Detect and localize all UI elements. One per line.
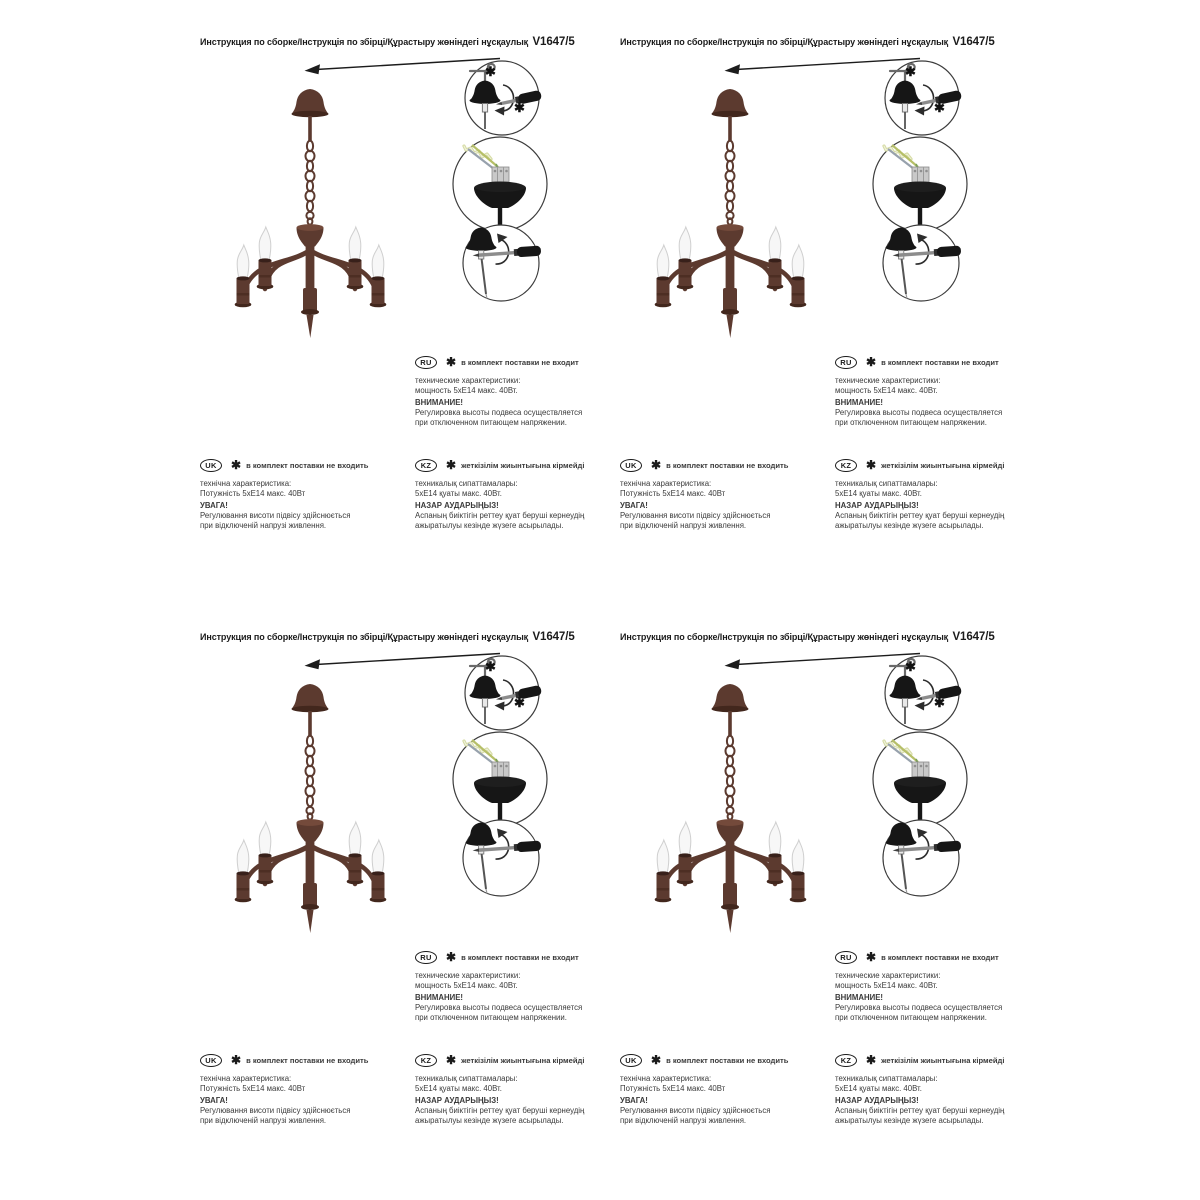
candle	[767, 227, 784, 289]
warning-line: ажыратылуы кезінде жүзеге асырылады.	[835, 520, 984, 530]
warning-title: ВНИМАНИЕ!	[415, 398, 464, 408]
lang-badge-kz: KZ	[835, 1054, 857, 1067]
warning-line: при отключенном питающем напряжении.	[835, 417, 987, 427]
spec-line: технические характеристики:	[835, 971, 941, 980]
step-3-canopy-fixing	[883, 820, 961, 896]
chandelier-drawing	[235, 684, 387, 933]
spec-line: 5хЕ14 қуаты макс. 40Вт.	[415, 1083, 502, 1093]
assembly-figure	[198, 48, 610, 350]
warning-title: НАЗАР АУДАРЫҢЫЗ!	[835, 1096, 919, 1106]
model-number: V1647/5	[952, 631, 995, 643]
kz-section	[415, 459, 615, 530]
candle	[235, 840, 252, 902]
uk-section	[200, 1054, 400, 1125]
spec-line: Потужність 5хЕ14 макс. 40Вт	[620, 488, 726, 498]
not-included-note: в комплект поставки не входить	[666, 460, 789, 470]
hanging-rod	[308, 116, 312, 141]
warning-line: Регулювання висоти підвісу здійснюється	[620, 510, 771, 520]
spec-line: технические характеристики:	[415, 376, 521, 385]
not-included-note: в комплект поставки не входит	[461, 357, 579, 367]
candle	[347, 822, 364, 884]
ru-section	[415, 951, 615, 1022]
chandelier-drawing	[235, 89, 387, 338]
spec-line: 5хЕ14 қуаты макс. 40Вт.	[835, 1083, 922, 1093]
warning-line: Регулировка высоты подвеса осуществляется	[415, 407, 583, 417]
warning-title: УВАГА!	[620, 1096, 648, 1106]
candle	[677, 822, 694, 884]
uk-section-header	[620, 1054, 820, 1066]
lang-badge-ru: RU	[835, 356, 857, 369]
candle	[257, 822, 274, 884]
candle	[790, 245, 807, 307]
front-candle-socket	[301, 883, 319, 933]
warning-line: ажыратылуы кезінде жүзеге асырылады.	[835, 1115, 984, 1125]
asterisk-mark: ✱	[514, 100, 525, 115]
step-2-wiring	[453, 137, 547, 231]
spec-line: технические характеристики:	[415, 971, 521, 980]
asterisk-mark: ✱	[934, 695, 945, 710]
page-title	[620, 36, 995, 48]
kz-section-header	[835, 459, 1035, 471]
page-title	[200, 631, 575, 643]
ru-section-header	[835, 951, 1035, 963]
uk-section	[620, 459, 820, 530]
not-included-note: жеткізілім жиынтығына кірмейді	[881, 1055, 1005, 1065]
step-1-hook-mounting	[465, 61, 542, 135]
finial	[307, 910, 314, 933]
central-column	[726, 246, 735, 292]
spec-line: мощность 5хЕ14 макс. 40Вт.	[415, 980, 518, 990]
step-2-wiring	[453, 732, 547, 826]
spec-line: технічна характеристика:	[200, 479, 292, 488]
warning-title: УВАГА!	[200, 1096, 228, 1106]
hanging-rod	[728, 711, 732, 736]
asterisk-marker: ✱	[446, 1053, 457, 1067]
warning-line: Регулювання висоти підвісу здійснюється	[200, 1105, 351, 1115]
warning-title: НАЗАР АУДАРЫҢЫЗ!	[835, 501, 919, 511]
assembly-figure	[198, 643, 610, 945]
candle	[235, 245, 252, 307]
warning-title: УВАГА!	[200, 501, 228, 511]
warning-line: при отключенном питающем напряжении.	[415, 417, 567, 427]
not-included-note: жеткізілім жиынтығына кірмейді	[881, 460, 1005, 470]
step-3-canopy-fixing	[883, 225, 961, 301]
front-candle-socket	[721, 288, 739, 338]
asterisk-marker: ✱	[446, 950, 457, 964]
asterisk-marker: ✱	[651, 458, 662, 472]
candle	[347, 227, 364, 289]
spec-line: технічна характеристика:	[200, 1074, 292, 1083]
asterisk-marker: ✱	[446, 355, 457, 369]
candle	[370, 840, 387, 902]
spec-line: Потужність 5хЕ14 макс. 40Вт	[200, 488, 306, 498]
asterisk-marker: ✱	[866, 950, 877, 964]
lang-badge-ru: RU	[415, 356, 437, 369]
front-candle-socket	[721, 883, 739, 933]
central-column	[306, 246, 315, 292]
spec-line: техникалық сипаттамалары:	[835, 479, 938, 488]
warning-line: Регулировка высоты подвеса осуществляется	[415, 1002, 583, 1012]
step-2-wiring	[873, 137, 967, 231]
warning-line: при відключеній напрузі живлення.	[200, 520, 327, 530]
not-included-note: в комплект поставки не входить	[246, 1055, 369, 1065]
candle	[767, 822, 784, 884]
not-included-note: в комплект поставки не входит	[881, 357, 999, 367]
asterisk-mark: ✱	[514, 695, 525, 710]
ceiling-canopy	[712, 89, 749, 117]
chandelier-drawing	[655, 89, 807, 338]
page-title-text: Инструкция по сборке/Інструкція по збірці/Құрастыру жөніндегі нұсқаулық	[200, 632, 531, 642]
asterisk-marker: ✱	[866, 458, 877, 472]
warning-title: ВНИМАНИЕ!	[835, 993, 884, 1003]
step-2-wiring	[873, 732, 967, 826]
step-3-canopy-fixing	[463, 820, 541, 896]
instruction-page	[618, 0, 1030, 595]
assembly-figure	[618, 643, 1030, 945]
lang-badge-uk: UK	[620, 1054, 642, 1067]
spec-line: Потужність 5хЕ14 макс. 40Вт	[620, 1083, 726, 1093]
terminal-block	[912, 762, 929, 777]
not-included-note: жеткізілім жиынтығына кірмейді	[461, 1055, 585, 1065]
hanging-rod	[308, 711, 312, 736]
uk-section	[620, 1054, 820, 1125]
ru-section-header	[415, 951, 615, 963]
page-title	[620, 631, 995, 643]
chain	[306, 736, 315, 820]
spec-line: технічна характеристика:	[620, 479, 712, 488]
page-title-text: Инструкция по сборке/Інструкція по збірці/Құрастыру жөніндегі нұсқаулық	[200, 37, 531, 47]
central-hub	[717, 224, 744, 246]
not-included-note: жеткізілім жиынтығына кірмейді	[461, 460, 585, 470]
warning-line: при отключенном питающем напряжении.	[415, 1012, 567, 1022]
warning-line: при отключенном питающем напряжении.	[835, 1012, 987, 1022]
chain	[726, 736, 735, 820]
warning-line: при відключеній напрузі живлення.	[620, 1115, 747, 1125]
asterisk-marker: ✱	[866, 1053, 877, 1067]
not-included-note: в комплект поставки не входить	[666, 1055, 789, 1065]
warning-line: ажыратылуы кезінде жүзеге асырылады.	[415, 520, 564, 530]
page-title	[200, 36, 575, 48]
candle	[677, 227, 694, 289]
central-hub	[297, 224, 324, 246]
spec-line: техникалық сипаттамалары:	[835, 1074, 938, 1083]
central-column	[726, 841, 735, 887]
asterisk-mark: ✱	[905, 64, 916, 79]
assembly-figure	[618, 48, 1030, 350]
central-column	[306, 841, 315, 887]
step-3-canopy-fixing	[463, 225, 541, 301]
warning-line: Регулювання висоти підвісу здійснюється	[620, 1105, 771, 1115]
model-number: V1647/5	[532, 36, 575, 48]
uk-section-header	[620, 459, 820, 471]
warning-line: Аспаның биіктігін реттеу қуат беруші кернеудің	[415, 510, 585, 520]
central-hub	[717, 819, 744, 841]
lang-badge-kz: KZ	[415, 459, 437, 472]
finial	[727, 910, 734, 933]
page-title-text: Инструкция по сборке/Інструкція по збірці/Құрастыру жөніндегі нұсқаулық	[620, 632, 951, 642]
spec-line: техникалық сипаттамалары:	[415, 1074, 518, 1083]
ru-section-header	[415, 356, 615, 368]
spec-line: технічна характеристика:	[620, 1074, 712, 1083]
not-included-note: в комплект поставки не входить	[246, 460, 369, 470]
not-included-note: в комплект поставки не входит	[461, 952, 579, 962]
warning-title: НАЗАР АУДАРЫҢЫЗ!	[415, 1096, 499, 1106]
warning-line: при відключеній напрузі живлення.	[200, 1115, 327, 1125]
kz-section-header	[835, 1054, 1035, 1066]
warning-title: УВАГА!	[620, 501, 648, 511]
asterisk-marker: ✱	[651, 1053, 662, 1067]
ru-section	[835, 356, 1035, 427]
warning-line: Аспаның биіктігін реттеу қуат беруші кернеудің	[835, 510, 1005, 520]
kz-section	[415, 1054, 615, 1125]
spec-line: технические характеристики:	[835, 376, 941, 385]
ru-section-header	[835, 356, 1035, 368]
terminal-block	[492, 762, 509, 777]
asterisk-marker: ✱	[231, 1053, 242, 1067]
warning-line: Регулювання висоти підвісу здійснюється	[200, 510, 351, 520]
chain	[726, 141, 735, 225]
warning-line: Регулировка высоты подвеса осуществляется	[835, 407, 1003, 417]
ceiling-canopy	[292, 89, 329, 117]
spec-line: 5хЕ14 қуаты макс. 40Вт.	[415, 488, 502, 498]
instruction-page	[618, 595, 1030, 1190]
central-hub	[297, 819, 324, 841]
front-candle-socket	[301, 288, 319, 338]
lang-badge-uk: UK	[200, 459, 222, 472]
ru-section	[415, 356, 615, 427]
finial	[727, 315, 734, 338]
ceiling-canopy	[292, 684, 329, 712]
chain	[306, 141, 315, 225]
warning-line: ажыратылуы кезінде жүзеге асырылады.	[415, 1115, 564, 1125]
asterisk-marker: ✱	[231, 458, 242, 472]
instruction-page	[198, 595, 610, 1190]
lang-badge-kz: KZ	[835, 459, 857, 472]
spec-line: мощность 5хЕ14 макс. 40Вт.	[835, 980, 938, 990]
chandelier-drawing	[655, 684, 807, 933]
model-number: V1647/5	[532, 631, 575, 643]
spec-line: 5хЕ14 қуаты макс. 40Вт.	[835, 488, 922, 498]
not-included-note: в комплект поставки не входит	[881, 952, 999, 962]
candle	[257, 227, 274, 289]
terminal-block	[912, 167, 929, 182]
candle	[655, 245, 672, 307]
uk-section-header	[200, 459, 400, 471]
ru-section	[835, 951, 1035, 1022]
hanging-rod	[728, 116, 732, 141]
kz-section-header	[415, 1054, 615, 1066]
uk-section-header	[200, 1054, 400, 1066]
asterisk-mark: ✱	[905, 659, 916, 674]
instruction-page	[198, 0, 610, 595]
spec-line: мощность 5хЕ14 макс. 40Вт.	[835, 385, 938, 395]
finial	[307, 315, 314, 338]
lang-badge-uk: UK	[620, 459, 642, 472]
asterisk-mark: ✱	[934, 100, 945, 115]
step-1-hook-mounting	[885, 61, 962, 135]
asterisk-marker: ✱	[866, 355, 877, 369]
spec-line: мощность 5хЕ14 макс. 40Вт.	[415, 385, 518, 395]
warning-line: Аспаның биіктігін реттеу қуат беруші кернеудің	[835, 1105, 1005, 1115]
ceiling-canopy	[712, 684, 749, 712]
kz-section-header	[415, 459, 615, 471]
lang-badge-kz: KZ	[415, 1054, 437, 1067]
asterisk-marker: ✱	[446, 458, 457, 472]
uk-section	[200, 459, 400, 530]
candle	[655, 840, 672, 902]
kz-section	[835, 459, 1035, 530]
lang-badge-uk: UK	[200, 1054, 222, 1067]
asterisk-mark: ✱	[485, 64, 496, 79]
warning-title: НАЗАР АУДАРЫҢЫЗ!	[415, 501, 499, 511]
spec-line: техникалық сипаттамалары:	[415, 479, 518, 488]
warning-line: при відключеній напрузі живлення.	[620, 520, 747, 530]
warning-line: Аспаның биіктігін реттеу қуат беруші кернеудің	[415, 1105, 585, 1115]
model-number: V1647/5	[952, 36, 995, 48]
asterisk-mark: ✱	[485, 659, 496, 674]
lang-badge-ru: RU	[415, 951, 437, 964]
candle	[370, 245, 387, 307]
page-title-text: Инструкция по сборке/Інструкція по збірці/Құрастыру жөніндегі нұсқаулық	[620, 37, 951, 47]
lang-badge-ru: RU	[835, 951, 857, 964]
candle	[790, 840, 807, 902]
spec-line: Потужність 5хЕ14 макс. 40Вт	[200, 1083, 306, 1093]
kz-section	[835, 1054, 1035, 1125]
warning-title: ВНИМАНИЕ!	[415, 993, 464, 1003]
terminal-block	[492, 167, 509, 182]
step-1-hook-mounting	[885, 656, 962, 730]
step-1-hook-mounting	[465, 656, 542, 730]
warning-title: ВНИМАНИЕ!	[835, 398, 884, 408]
warning-line: Регулировка высоты подвеса осуществляется	[835, 1002, 1003, 1012]
